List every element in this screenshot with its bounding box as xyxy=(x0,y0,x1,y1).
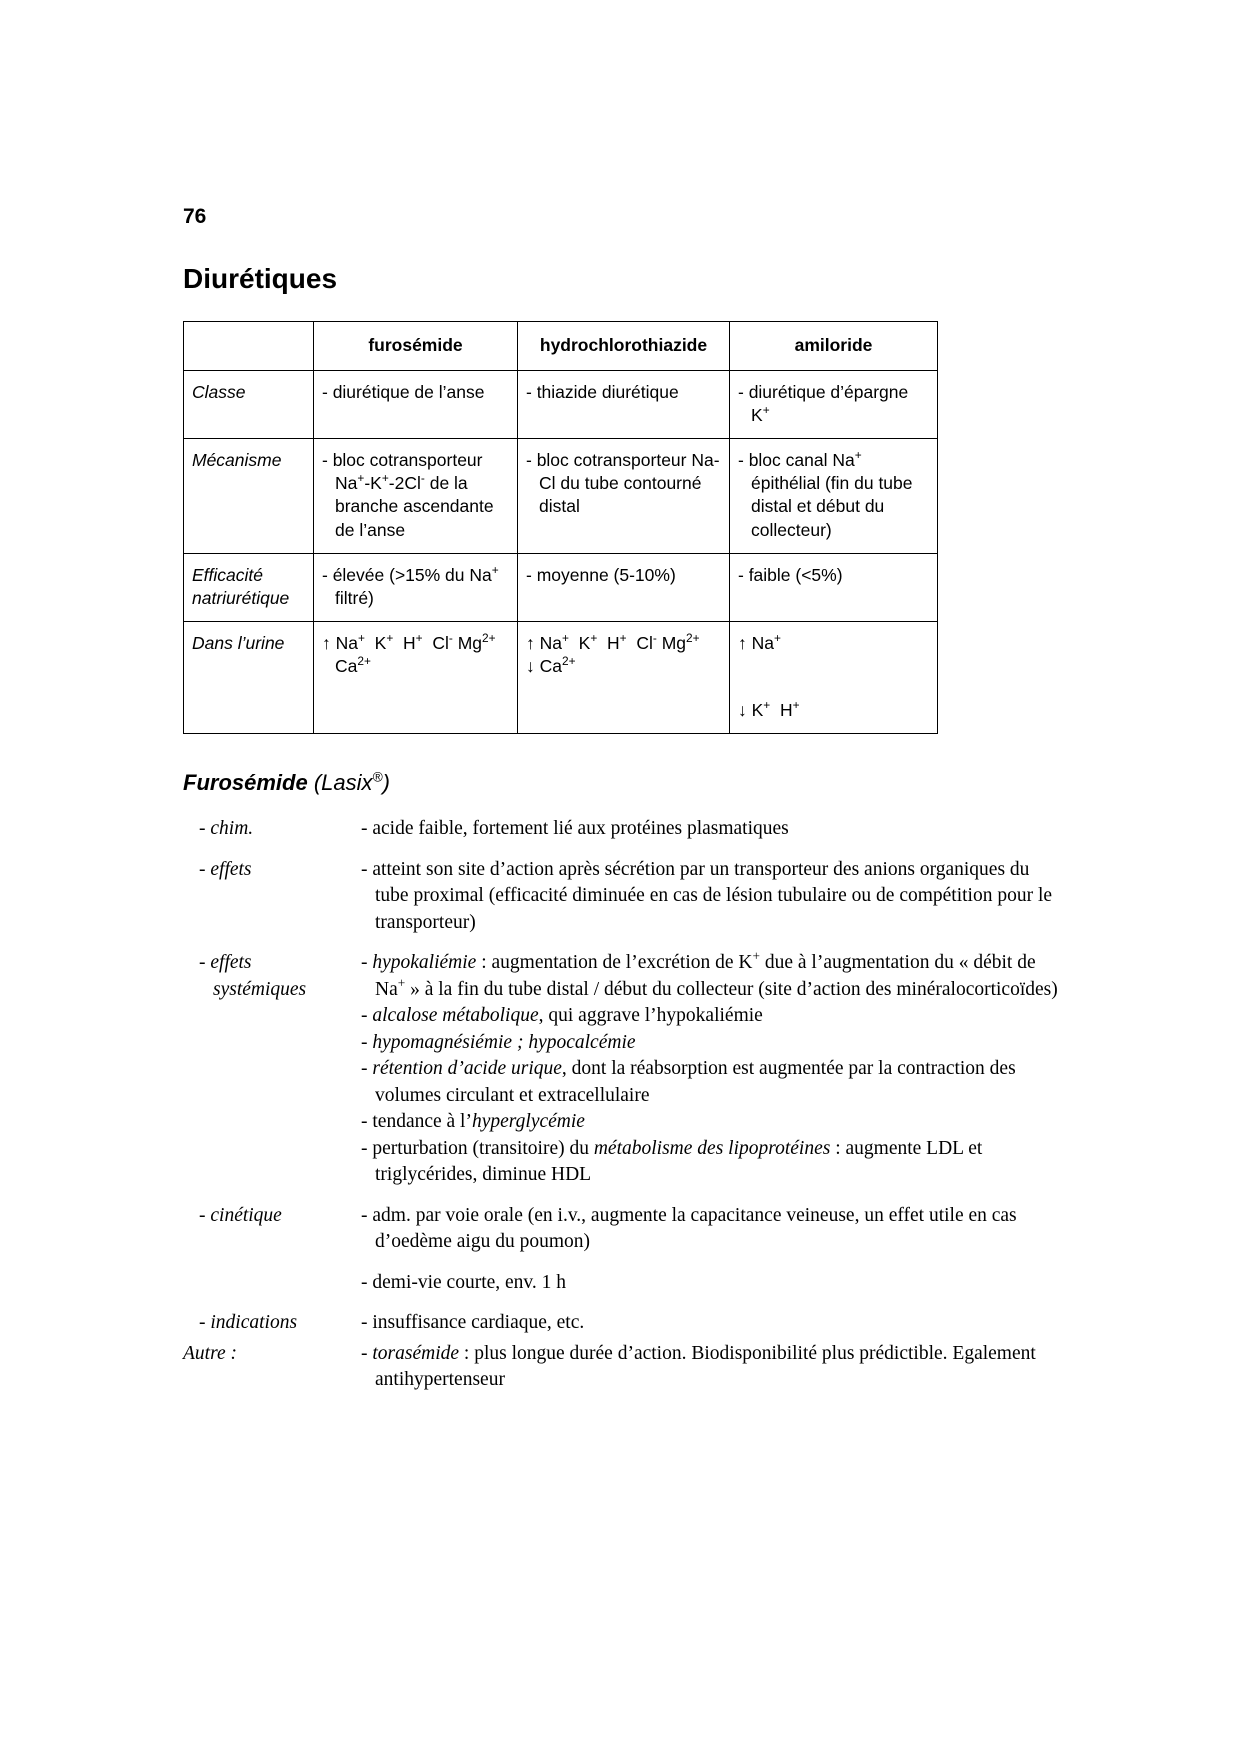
entry-body xyxy=(361,1310,1063,1337)
cell-line: - bloc cotransporteur Na+-K+-2Cl- de la branche ascendante de l’anse xyxy=(322,450,494,540)
cell-urine-amiloride xyxy=(730,621,938,733)
entry-term-sub: systémiques xyxy=(213,978,307,1000)
page-title: Diurétiques xyxy=(183,263,338,294)
entry-line: - perturbation (transitoire) du métabolisme des lipoprotéines : augmente LDL et triglycérides, diminue HDL xyxy=(361,1137,983,1186)
entry-term: - chim. xyxy=(199,818,254,840)
entry-term-main: - effets xyxy=(199,952,252,974)
entry-term: Autre : xyxy=(183,1342,237,1364)
cell-line: ↓ $Ca^{2+}$ xyxy=(526,654,576,676)
cell-classe-amiloride xyxy=(730,371,938,439)
cell-line: - diurétique de l’anse xyxy=(322,382,485,403)
arrow-up-icon: ↑ xyxy=(738,632,747,653)
cell-line: - bloc canal Na+ épithélial (fin du tube distal et début du collecteur) xyxy=(738,448,913,540)
cell-line: ↑ Na+ K+ H+ Cl- $Mg^{2+}$ $Ca^{2+}$ xyxy=(322,631,501,676)
entry-body xyxy=(361,1203,1063,1297)
entry-line: - alcalose métabolique, qui aggrave l’hypokaliémie xyxy=(361,1005,763,1027)
cell-classe-furosemide xyxy=(314,371,518,439)
cell-line: ↑ Na+ xyxy=(738,631,781,653)
drug-section-heading xyxy=(183,770,1063,796)
arrow-down-icon: ↓ xyxy=(526,655,535,676)
entry-line: - tendance à l’hyperglycémie xyxy=(361,1111,585,1133)
cell-line: - élevée (>15% du Na+ filtré) xyxy=(322,562,499,608)
entry-term: - effets xyxy=(199,858,252,880)
cell-line: - faible (<5%) xyxy=(738,564,843,585)
table-row xyxy=(184,621,938,733)
list-item xyxy=(183,857,1063,937)
table-header xyxy=(184,322,938,371)
cell-efficacite-furosemide xyxy=(314,553,518,621)
cell-classe-hydrochlorothiazide xyxy=(518,371,730,439)
entry-body xyxy=(361,950,1063,1189)
list-item xyxy=(183,1341,1063,1394)
arrow-up-icon: ↑ xyxy=(322,632,331,653)
row-label-dans-l-urine: Dans l’urine xyxy=(184,621,314,733)
registered-icon: ® xyxy=(372,769,383,785)
cell-line: - bloc cotransporteur Na-Cl du tube contourné distal xyxy=(526,450,720,517)
table-row xyxy=(184,439,938,553)
cell-urine-furosemide xyxy=(314,621,518,733)
entry-term xyxy=(183,950,361,1003)
diuretics-comparison-table xyxy=(183,321,938,734)
cell-line: - thiazide diurétique xyxy=(526,382,679,403)
cell-efficacite-hydrochlorothiazide xyxy=(518,553,730,621)
cell-mecanisme-furosemide xyxy=(314,439,518,553)
entry-body xyxy=(361,1341,1063,1394)
cell-urine-hydrochlorothiazide xyxy=(518,621,730,733)
entry-line: - rétention d’acide urique, dont la réabsorption est augmentée par la contraction des volumes circulant et extracellulaire xyxy=(361,1058,1016,1106)
drug-brand: (Lasix®) xyxy=(313,769,390,796)
entry-body xyxy=(361,857,1063,937)
entry-line: - hypokaliémie : augmentation de l’excrétion de K+ due à l’augmentation du « débit de Na+ » à la fin du tube distal / début du collecteur (site d’action des minéralocorticoïdes) xyxy=(361,948,1058,1000)
arrow-down-icon: ↓ xyxy=(738,699,747,720)
list-item xyxy=(183,1310,1063,1337)
cell-mecanisme-amiloride xyxy=(730,439,938,553)
row-label-mecanisme: Mécanisme xyxy=(184,439,314,553)
entry-line: - torasémide : plus longue durée d’action. Biodisponibilité plus prédictible. Egalement antihypertenseur xyxy=(361,1342,1036,1391)
cell-efficacite-amiloride xyxy=(730,553,938,621)
drug-details-list xyxy=(183,816,1063,1394)
entry-term: - indications xyxy=(199,1312,298,1334)
cell-line: - moyenne (5-10%) xyxy=(526,564,676,585)
cell-mecanisme-hydrochlorothiazide xyxy=(518,439,730,553)
entry-line: - hypomagnésiémie ; hypocalcémie xyxy=(361,1031,636,1053)
page-number: 76 xyxy=(183,205,207,228)
entry-line: - adm. par voie orale (en i.v., augmente la capacitance veineuse, un effet utile en cas d’oedème aigu du poumon) xyxy=(361,1204,1017,1253)
row-label-efficacite: Efficacité natriurétique xyxy=(184,553,314,621)
table-header-blank xyxy=(184,322,314,371)
cell-line: ↑ Na+ K+ H+ Cl- $Mg^{2+}$ xyxy=(526,631,700,653)
cell-line: - diurétique d’épargne K+ xyxy=(738,382,909,426)
entry-line: - insuffisance cardiaque, etc. xyxy=(361,1312,585,1334)
drug-name: Furosémide xyxy=(183,770,308,796)
page-content xyxy=(183,206,1063,1408)
entry-line: - demi-vie courte, env. 1 h xyxy=(361,1271,567,1293)
row-label-classe: Classe xyxy=(184,371,314,439)
arrow-up-icon: ↑ xyxy=(526,632,535,653)
entry-line: - acide faible, fortement lié aux protéines plasmatiques xyxy=(361,818,789,840)
list-item xyxy=(183,1203,1063,1297)
table-body xyxy=(184,371,938,734)
table-header-amiloride: amiloride xyxy=(730,322,938,371)
entry-term: - cinétique xyxy=(199,1204,282,1226)
table-header-hydrochlorothiazide: hydrochlorothiazide xyxy=(518,322,730,371)
entry-body xyxy=(361,816,1063,843)
entry-line: - atteint son site d’action après sécrétion par un transporteur des anions organiques du tube proximal (efficacité diminuée en cas de lésion tubulaire ou de compétition pour le transporteur) xyxy=(361,858,1053,933)
table-header-row xyxy=(184,322,938,371)
table-header-furosemide: furosémide xyxy=(314,322,518,371)
table-row xyxy=(184,553,938,621)
list-item xyxy=(183,816,1063,843)
cell-line: ↓ K+ H+ xyxy=(738,698,800,720)
list-item xyxy=(183,950,1063,1189)
table-row xyxy=(184,371,938,439)
